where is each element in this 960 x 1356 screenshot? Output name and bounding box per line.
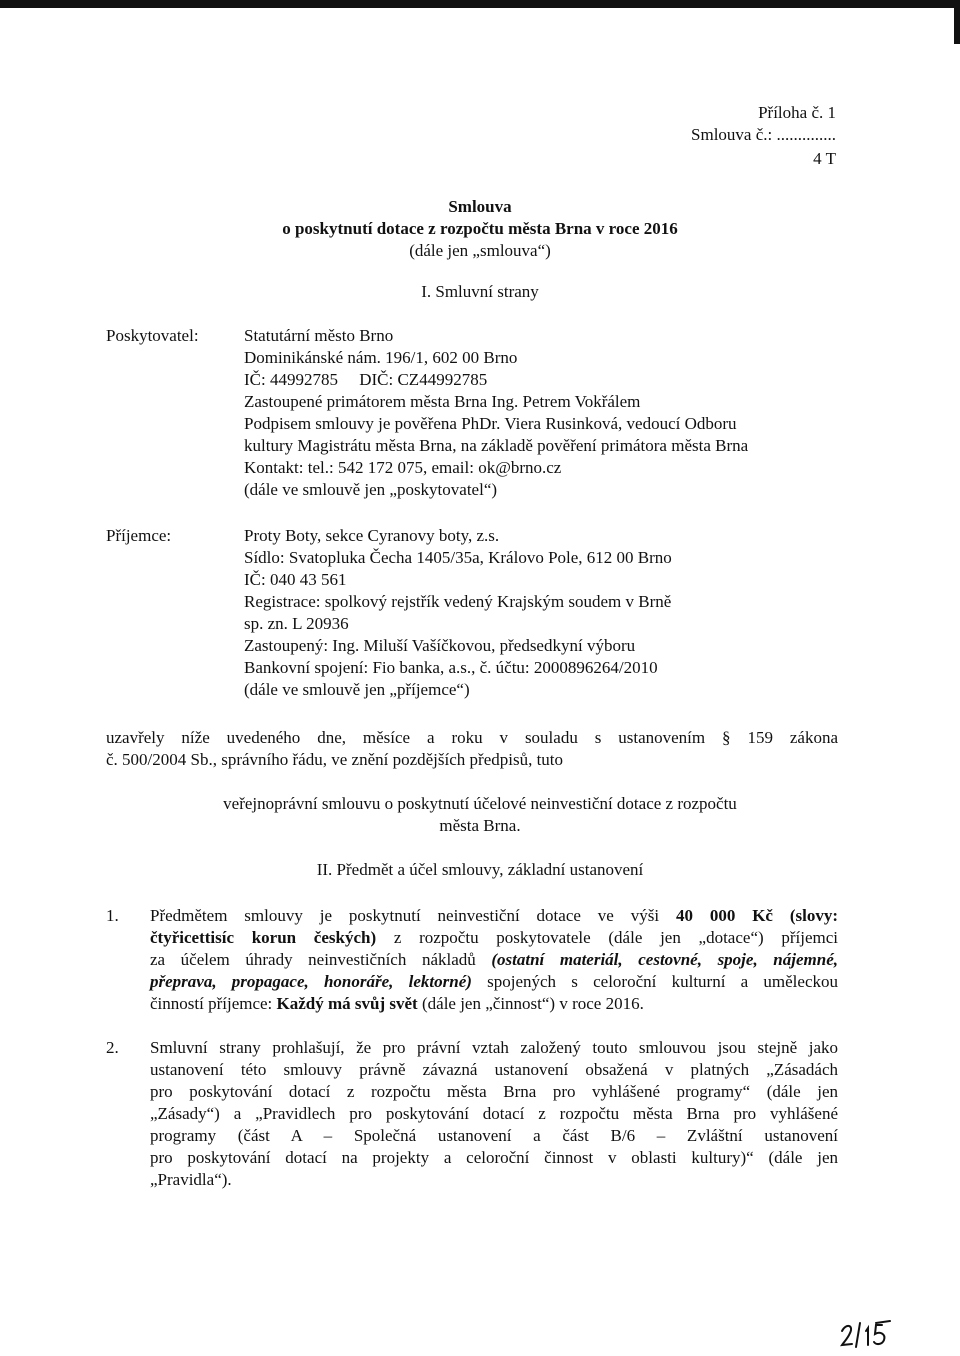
recipient-line: (dále ve smlouvě jen „příjemce“) xyxy=(244,680,470,699)
clause-1-line-5 xyxy=(150,993,838,1015)
recipient-line: sp. zn. L 20936 xyxy=(244,614,349,633)
provider-line: Kontakt: tel.: 542 172 075, email: ok@brno.cz xyxy=(244,458,562,477)
text-run: Předmětem smlouvy je poskytnutí neinvestiční dotace ve výši xyxy=(150,906,676,925)
provider-line: (dále ve smlouvě jen „poskytovatel“) xyxy=(244,480,498,499)
title-line-3: (dále jen „smlouva“) xyxy=(409,241,551,260)
recipient-line: IČ: 040 43 561 xyxy=(244,570,347,589)
provider-line: Dominikánské nám. 196/1, 602 00 Brno xyxy=(244,348,518,367)
provider-line: kultury Magistrátu města Brna, na základě pověření primátora města Brna xyxy=(244,436,749,455)
amount-bold: 40 000 Kč (slovy: xyxy=(675,906,838,925)
clause-2-line: „Pravidla“). xyxy=(150,1170,232,1189)
recipient-label: Příjemce: xyxy=(106,526,172,545)
page-count-mark: 4 T xyxy=(813,149,836,168)
clause-1-line-2 xyxy=(150,927,838,949)
attachment-number: Příloha č. 1 xyxy=(758,103,836,122)
provider-line: Statutární město Brno xyxy=(244,326,394,345)
clause-text xyxy=(150,1037,838,1191)
provider-line: IČ: 44992785 DIČ: CZ44992785 xyxy=(244,370,488,389)
clause-2-line: Smluvní strany prohlašují, že pro právní vztah založený touto smlouvou jsou stejně jako xyxy=(150,1038,838,1057)
recipient-line: Sídlo: Svatopluka Čecha 1405/35a, Královo Pole, 612 00 Brno xyxy=(244,548,672,567)
concluded-line-1: uzavřely níže uvedeného dne, měsíce a roku v souladu s ustanovením § 159 zákona xyxy=(106,728,838,747)
contract-number: Smlouva č.: .............. xyxy=(691,125,836,144)
concluded-paragraph xyxy=(106,727,838,771)
text-run: činností příjemce: xyxy=(150,994,277,1013)
cost-items-bold-italic: (ostatní materiál, cestovné, spoje, nájemné, xyxy=(491,950,838,969)
scan-edge-top xyxy=(0,0,960,8)
clause-1-line-4 xyxy=(150,971,838,993)
clause-2-line: „Zásady“) a „Pravidlech pro poskytování dotací z rozpočtu města Brna pro vyhlášené xyxy=(150,1104,838,1123)
provider-line: Podpisem smlouvy je pověřena PhDr. Viera Rusinková, vedoucí Odboru xyxy=(244,414,737,433)
text-run: spojených s celoroční kulturní a uměleckou xyxy=(471,972,838,991)
clause-1-line-1 xyxy=(150,905,838,927)
handwritten-page-mark xyxy=(838,1319,894,1349)
cost-items-bold-italic: přeprava, propagace, honoráře, lektorné) xyxy=(150,972,472,991)
clause-2-line: programy (část A – Společná ustanovení a část B/6 – Zvláštní ustanovení xyxy=(150,1126,838,1145)
recipient-line: Bankovní spojení: Fio banka, a.s., č. účtu: 2000896264/2010 xyxy=(244,658,658,677)
clause-number: 1. xyxy=(106,906,119,925)
activity-name-bold: Každý má svůj svět xyxy=(276,994,418,1013)
recipient-line: Registrace: spolkový rejstřík vedený Krajským soudem v Brně xyxy=(244,592,672,611)
text-run: za účelem úhrady neinvestičních nákladů xyxy=(150,950,492,969)
text-run: (dále jen „činnost“) v roce 2016. xyxy=(417,994,644,1013)
text-run: z rozpočtu poskytovatele (dále jen „dotace“) příjemci xyxy=(376,928,838,947)
section-2-heading: II. Předmět a účel smlouvy, základní ustanovení xyxy=(316,860,644,879)
title-line-2: o poskytnutí dotace z rozpočtu města Brna v roce 2016 xyxy=(282,219,678,238)
amount-words-bold: čtyřicettisíc korun českých) xyxy=(150,928,377,947)
document-title xyxy=(0,196,960,262)
clause-2-line: pro poskytování dotací z rozpočtu města Brna pro vyhlášené programy“ (dále jen xyxy=(150,1082,838,1101)
recipient-line: Zastoupený: Ing. Miluší Vašíčkovou, předsedkyní výboru xyxy=(244,636,636,655)
scan-edge-right xyxy=(954,0,960,44)
clause-1-line-3 xyxy=(150,949,838,971)
contract-type-line-2: města Brna. xyxy=(439,816,521,835)
document-header xyxy=(691,102,836,170)
recipient-line: Proty Boty, sekce Cyranovy boty, z.s. xyxy=(244,526,500,545)
clause-number: 2. xyxy=(106,1038,119,1057)
recipient-block xyxy=(244,525,672,701)
concluded-line-2: č. 500/2004 Sb., správního řádu, ve znění pozdějších předpisů, tuto xyxy=(106,750,564,769)
clause-2-line: ustanovení této smlouvy právně závazná ustanovení obsažená v platných „Zásadách xyxy=(150,1060,838,1079)
provider-block xyxy=(244,325,748,501)
provider-line: Zastoupené primátorem města Brna Ing. Petrem Vokřálem xyxy=(244,392,641,411)
provider-label: Poskytovatel: xyxy=(106,326,199,345)
title-line-1: Smlouva xyxy=(448,197,512,216)
clause-text xyxy=(150,905,838,1015)
contract-type-line-1: veřejnoprávní smlouvu o poskytnutí účelové neinvestiční dotace z rozpočtu xyxy=(223,794,737,813)
section-1-heading: I. Smluvní strany xyxy=(421,282,539,301)
clause-2-line: pro poskytování dotací na projekty a celoroční činnost v oblasti kultury)“ (dále jen xyxy=(150,1148,838,1167)
